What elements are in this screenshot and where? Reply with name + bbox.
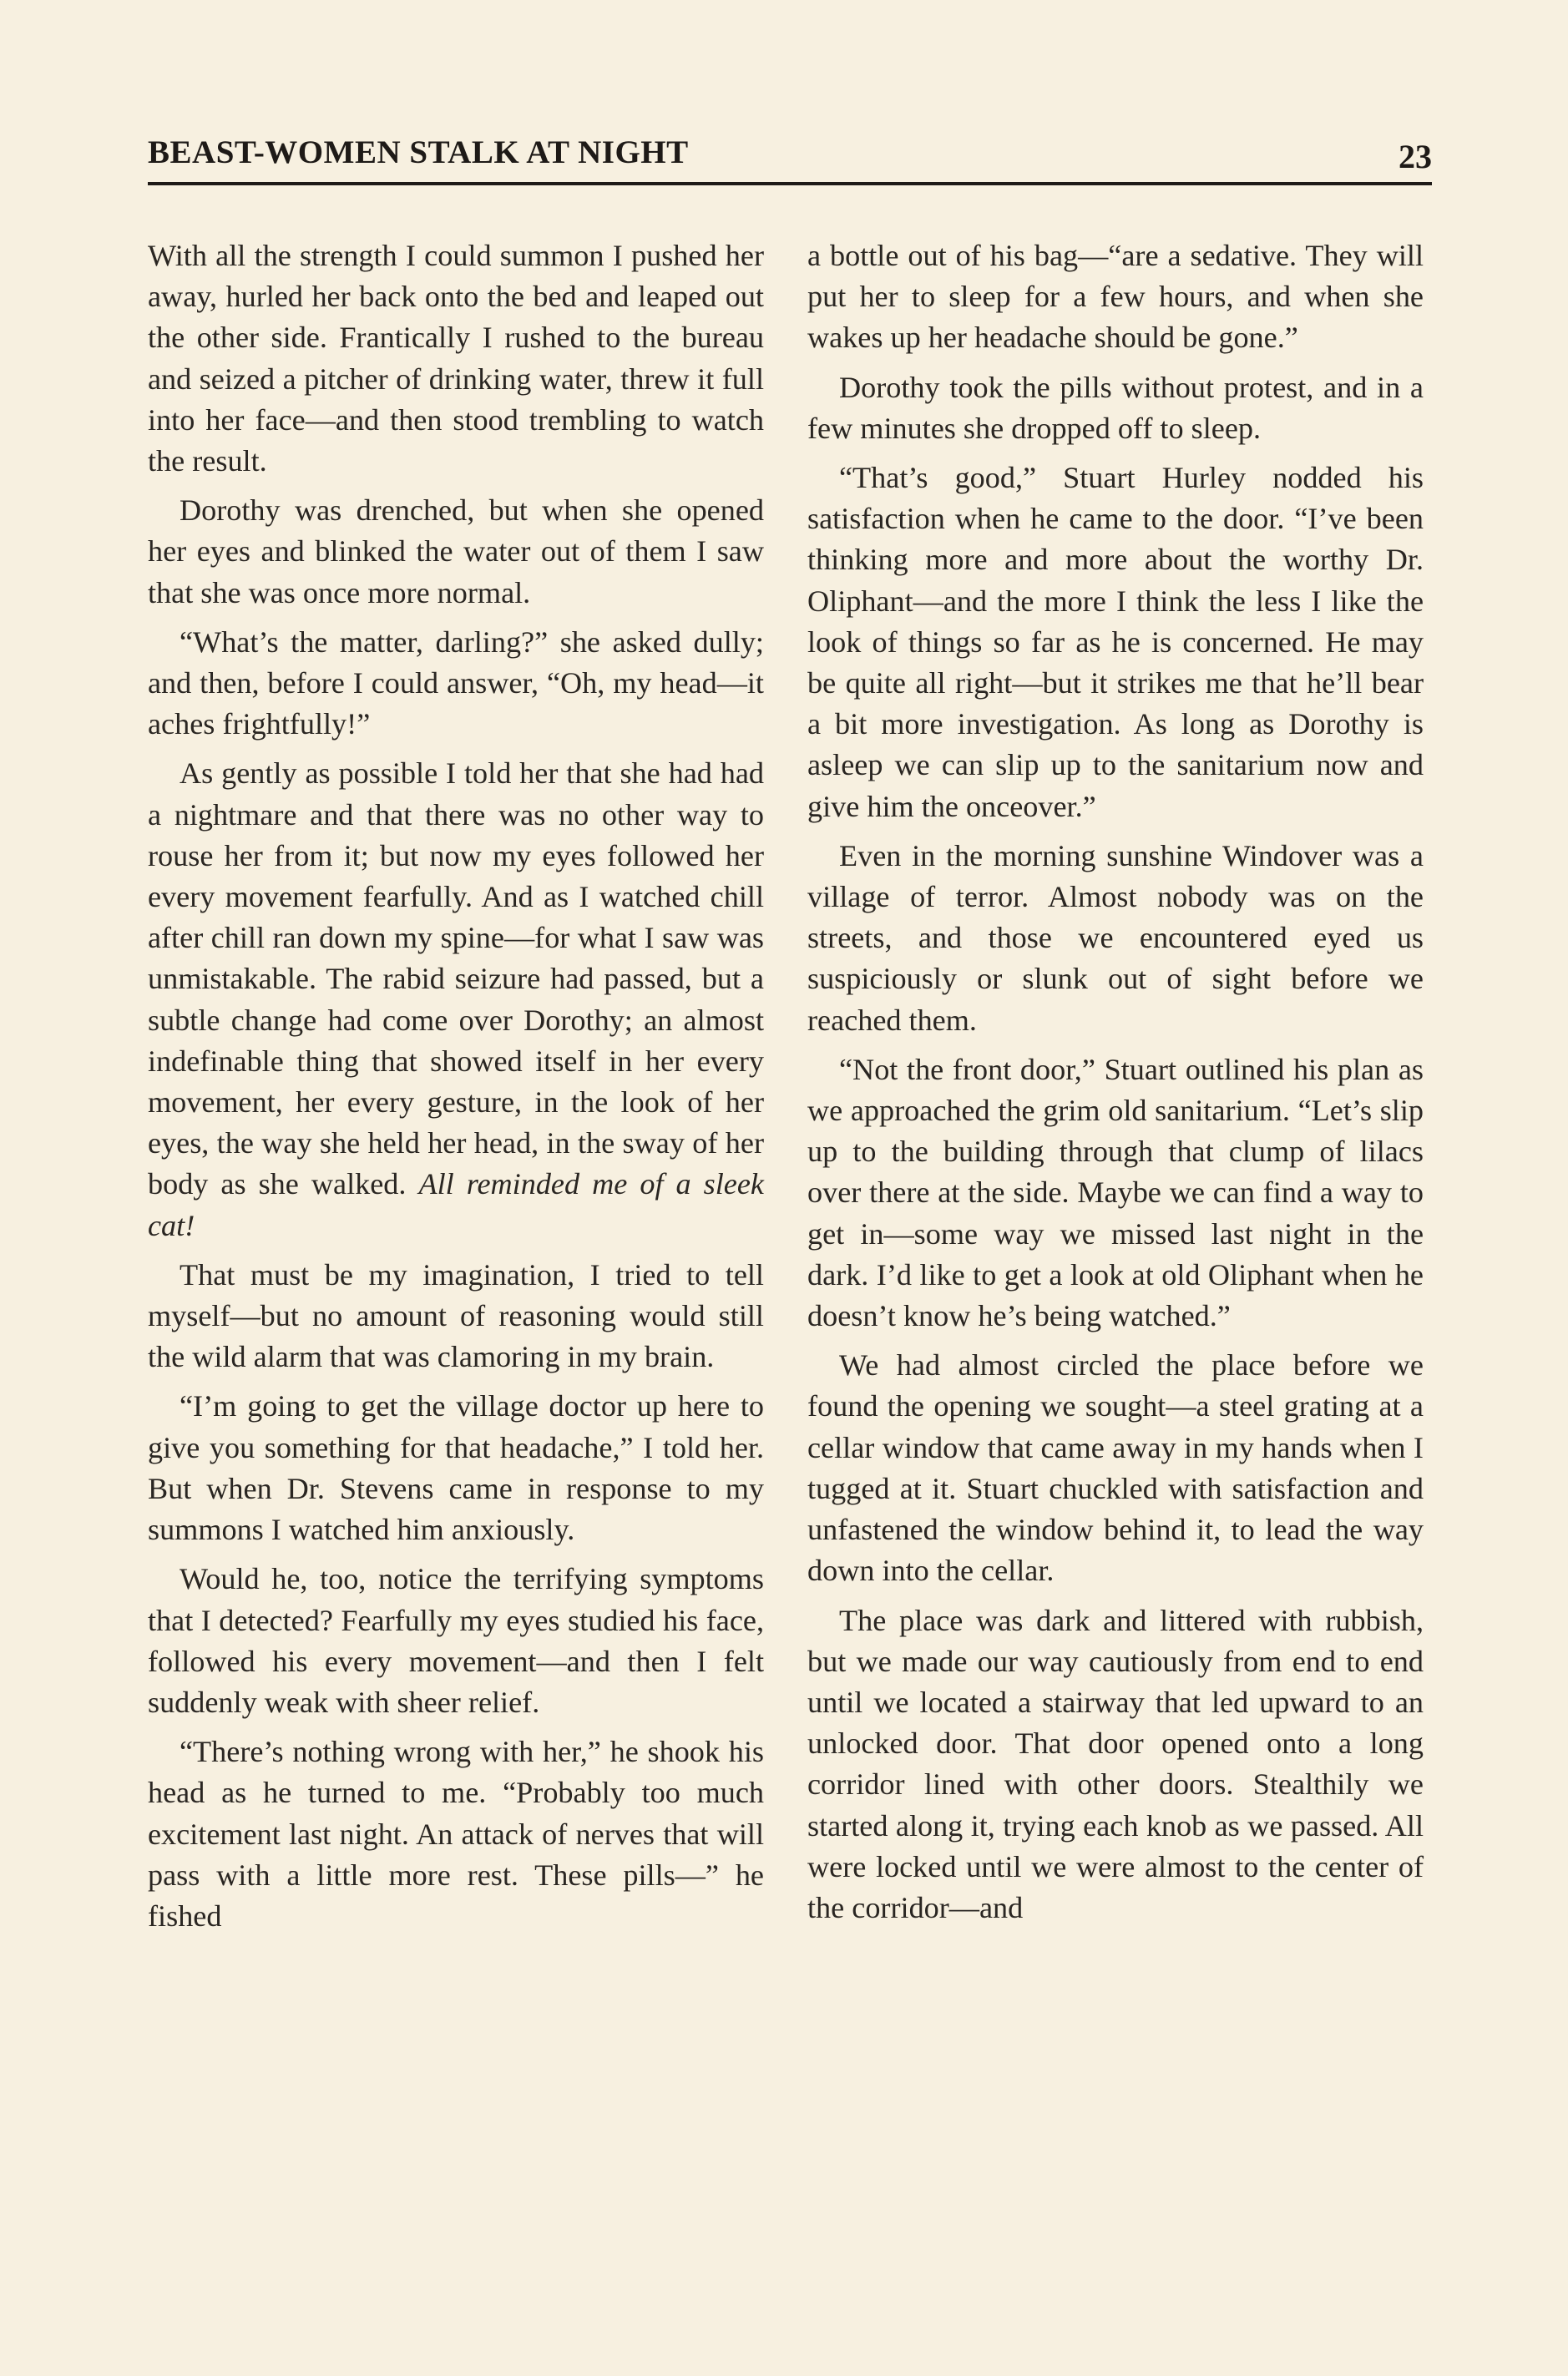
italic-phrase: All reminded me of a sleek cat! [148,1167,764,1242]
paragraph: With all the strength I could summon I pushed her away, hurled her back onto the bed and leaped out the other side. Frantically I rushed to the bureau and seized a pitcher of drinking water, threw it full into her face—and then stood trembling to watch the result. [148,239,764,478]
running-title: BEAST-WOMEN STALK AT NIGHT [148,134,689,170]
paragraph: Would he, too, notice the terrifying symptoms that I detected? Fearfully my eyes studied his face, followed his every movement—and then I felt suddenly weak with sheer relief. [148,1562,764,1719]
paragraph: “Not the front door,” Stuart outlined his plan as we approached the grim old sanitarium. “Let’s slip up to the building through that clump of lilacs over there at the side. Maybe we can find a way to get in—some way we missed last night in the dark. I’d like to get a look at old Oliphant when he doesn’t know he’s being watched.” [807,1052,1424,1333]
paragraph: “I’m going to get the village doctor up here to give you something for that headache,” I told her. But when Dr. Stevens came in response to my summons I watched him anxiously. [148,1389,764,1547]
paragraph: “That’s good,” Stuart Hurley nodded his satisfaction when he came to the door. “I’ve been thinking more and more about the worthy Dr. Oliphant—and the more I think the less I like the look of things so far as he is concerned. He may be quite all right—but it strikes me that he’ll bear a bit more investigation. As long as Dorothy is asleep we can slip up to the sanitarium now and give him the onceover.” [807,461,1424,823]
paragraph: Dorothy was drenched, but when she opened her eyes and blinked the water out of them I saw that she was once more normal. [148,493,764,609]
left-column [148,235,764,1945]
paragraph: Dorothy took the pills without protest, and in a few minutes she dropped off to sleep. [807,370,1424,445]
paragraph: a bottle out of his bag—“are a sedative. They will put her to sleep for a few hours, and when she wakes up her headache should be gone.” [807,239,1424,355]
page-number: 23 [1399,138,1432,175]
paragraph: Even in the morning sunshine Windover was a village of terror. Almost nobody was on the streets, and those we encountered eyed us suspiciously or slunk out of sight before we reached them. [807,838,1424,1037]
right-column [807,235,1424,1937]
paragraph: “What’s the matter, darling?” she asked dully; and then, before I could answer, “Oh, my head—it aches frightfully!” [148,624,764,741]
running-header [148,125,1432,184]
paragraph-text: As gently as possible I told her that she had had a nightmare and that there was no other way to rouse her from it; but now my eyes followed her every movement fearfully. And as I watched chill after chill ran down my spine—for what I saw was unmistakable. The rabid seizure had passed, but a subtle change had come over Dorothy; an almost indefinable thing that showed itself in her every movement, her every gesture, in the look of her eyes, the way she held her head, in the sway of her body as she walked. [148,756,764,1201]
paragraph: “There’s nothing wrong with her,” he shook his head as he turned to me. “Probably too much excitement last night. An attack of nerves that will pass with a little more rest. These pills—” he fished [148,1735,764,1933]
header-rule [148,182,1432,185]
paragraph [148,753,764,1246]
paragraph: We had almost circled the place before we found the opening we sought—a steel grating at a cellar window that came away in my hands when I tugged at it. Stuart chuckled with satisfaction and unfastened the window behind it, to lead the way down into the cellar. [807,1348,1424,1588]
paragraph: That must be my imagination, I tried to tell myself—but no amount of reasoning would still the wild alarm that was clamoring in my brain. [148,1257,764,1374]
paragraph: The place was dark and littered with rubbish, but we made our way cautiously from end to end until we located a stairway that led upward to an unlocked door. That door opened onto a long corridor lined with other doors. Stealthily we started along it, trying each knob as we passed. All were locked until we were almost to the center of the corridor—and [807,1603,1424,1924]
